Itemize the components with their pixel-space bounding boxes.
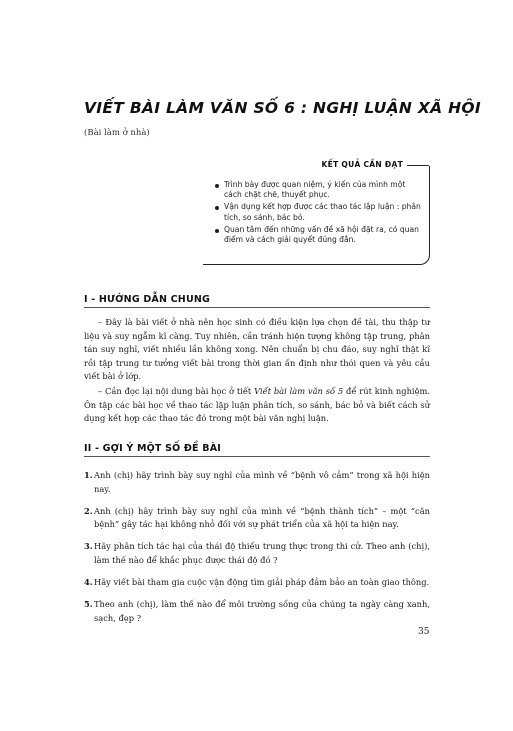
learning-outcomes-list xyxy=(215,180,421,247)
lesson-reference: Viết bài làm văn số 5 xyxy=(254,386,344,396)
topic-number: 4. xyxy=(84,577,93,588)
topic-number: 2. xyxy=(84,505,93,516)
topic-text: Anh (chị) hãy trình bày suy nghĩ của mình về “bệnh thành tích” – một “căn bệnh” gây tác hại không nhỏ đối với sự phát triển của xã hội ta hiện nay. xyxy=(94,505,430,530)
topic-text: Theo anh (chị), làm thế nào để môi trường sống của chúng ta ngày càng xanh, sạch, đẹp ? xyxy=(94,599,430,623)
topic-number: 3. xyxy=(84,541,93,552)
suggested-topics-list xyxy=(84,469,430,634)
topic-item xyxy=(84,505,430,532)
section-divider xyxy=(84,456,430,457)
topic-text: Anh (chị) hãy trình bày suy nghĩ của mình về “bệnh vô cảm” trong xã hội hiện nay. xyxy=(94,470,430,494)
outcome-item: Trình bày được quan niệm, ý kiến của mình một cách chặt chẽ, thuyết phục. xyxy=(215,180,421,201)
topic-item xyxy=(84,540,430,567)
topic-item xyxy=(84,469,430,496)
outcome-item: Vận dụng kết hợp được các thao tác lập luận : phân tích, so sánh, bác bỏ. xyxy=(215,202,421,223)
guidance-paragraph-2-start: – Cần đọc lại nội dung bài học ở tiết xyxy=(98,386,255,396)
topic-item xyxy=(84,598,430,625)
topic-text: Hãy phân tích tác hại của thái độ thiếu trung thực trong thi cử. Theo anh (chị), làm thế nào để khắc phục được thái độ đó ? xyxy=(94,541,430,565)
page-title: VIẾT BÀI LÀM VĂN SỐ 6 : NGHỊ LUẬN XÃ HỘI xyxy=(84,99,481,117)
topic-item xyxy=(84,576,430,590)
topic-number: 1. xyxy=(84,470,93,480)
section-heading-general-guidance: I - HƯỚNG DẪN CHUNG xyxy=(84,294,211,305)
learning-outcomes-box xyxy=(203,160,430,265)
learning-outcomes-heading: KẾT QUẢ CẦN ĐẠT xyxy=(318,160,407,169)
page-subtitle: (Bài làm ở nhà) xyxy=(84,128,150,138)
topic-number: 5. xyxy=(84,599,93,610)
section-heading-suggested-topics: II - GỢI Ý MỘT SỐ ĐỀ BÀI xyxy=(84,443,221,454)
outcome-item: Quan tâm đến những vấn đề xã hội đặt ra, có quan điểm và cách giải quyết đúng đắn. xyxy=(215,225,421,246)
guidance-paragraph-2-end: để rút kinh nghiệm. Ôn tập các bài học về thao tác lập luận phân tích, so sánh, bác bỏ và biết cách sử dụng kết hợp các thao tác đó trong một bài văn nghị luận. xyxy=(84,386,431,424)
guidance-paragraph-1: – Đây là bài viết ở nhà nên học sinh có điều kiện lựa chọn đề tài, thu thập tư liệu và suy ngẫm kĩ càng. Tuy nhiên, cần tránh hiện tượng không tập trung, phân tán suy nghĩ, viết nhiều lần không xong. Nên chuẩn bị chu đáo, suy nghĩ thật kĩ rồi tập trung tư tưởng viết bài trong thời gian ấn định như thói quen và yêu cầu viết bài ở lớp. xyxy=(84,317,430,382)
topic-text: Hãy viết bài tham gia cuộc vận động tìm giải pháp đảm bảo an toàn giao thông. xyxy=(94,577,430,588)
guidance-paragraph-2 xyxy=(84,385,430,426)
page-number: 35 xyxy=(418,627,430,637)
section-divider xyxy=(84,307,430,308)
